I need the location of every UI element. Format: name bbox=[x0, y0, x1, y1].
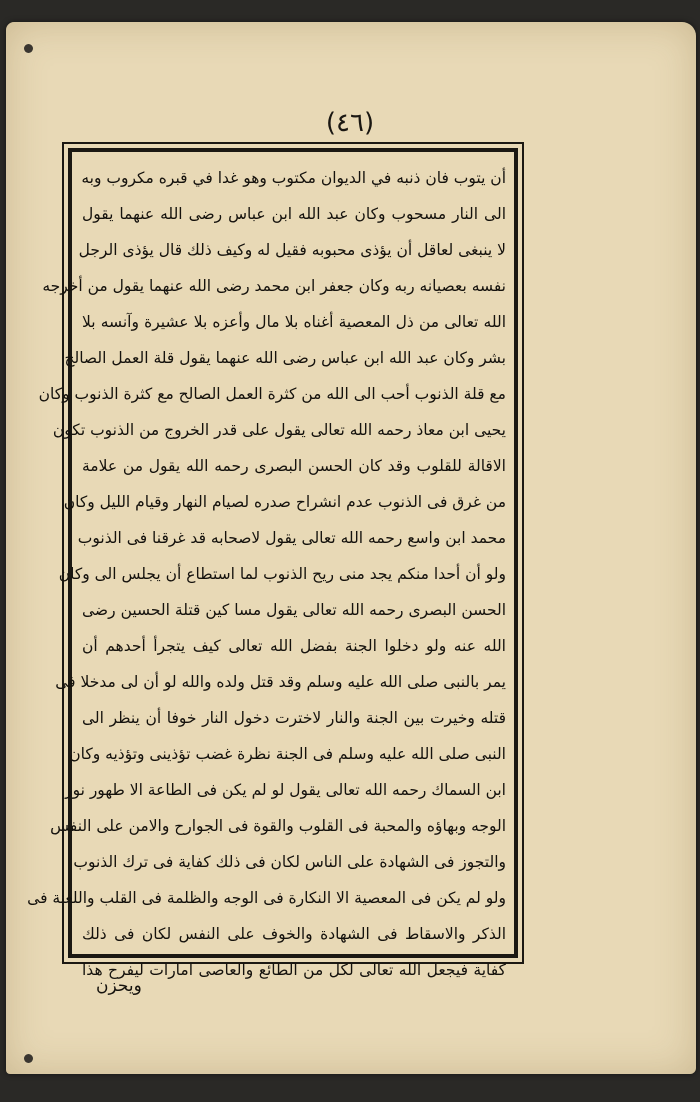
text-block bbox=[27, 160, 506, 979]
page-number: (٤٦) bbox=[325, 108, 375, 138]
text-line: أن يتوب فان ذنبه في الديوان مكتوب وهو غدا في قبره مكروب وبه bbox=[81, 169, 506, 187]
text-line: كفاية فيجعل الله تعالى لكل من الطائع والعاصى امارات ليفرح هذا bbox=[82, 961, 506, 979]
text-line: يحيى ابن معاذ رحمه الله تعالى يقول على قدر الخروج من الذنوب تكون bbox=[52, 421, 506, 439]
text-line: الحسن البصرى رحمه الله تعالى يقول مسا كين قتلة الحسين رضى bbox=[82, 601, 506, 619]
text-line: الله عنه ولو دخلوا الجنة بفضل الله تعالى كيف يتجرأ أحدهم أن bbox=[82, 637, 506, 655]
text-line: الوجه وبهاؤه والمحبة فى القلوب والقوة فى الجوارح والامن على النفس bbox=[50, 817, 506, 835]
catchword: ويحزن bbox=[96, 976, 142, 996]
text-line: النبى صلى الله عليه وسلم فى الجنة نظرة غضب تؤذينى وتؤذيه وكان bbox=[69, 745, 506, 763]
text-line: ولو أن أحدا منكم يجد منى ريح الذنوب لما استطاع أن يجلس الى وكان bbox=[58, 565, 506, 583]
binding-hole bbox=[24, 1054, 33, 1063]
text-line: الله تعالى من ذل المعصية أغناه بلا مال وأعزه بلا عشيرة وآنسه بلا bbox=[82, 313, 506, 331]
text-line: بشر وكان عبد الله ابن عباس رضى الله عنهما يقول قلة العمل الصالح bbox=[64, 349, 506, 367]
text-frame bbox=[27, 142, 524, 979]
binding-hole bbox=[24, 44, 33, 53]
text-line: الذكر والاسقاط فى الشهادة والخوف على النفس لكان فى ذلك bbox=[82, 925, 506, 943]
text-line: ابن السماك رحمه الله تعالى يقول لو لم يكن فى الطاعة الا طهور نور bbox=[65, 781, 506, 799]
text-frame-inner-border bbox=[27, 148, 518, 979]
text-line: الاقالة للقلوب وقد كان الحسن البصرى رحمه الله يقول من علامة bbox=[82, 457, 506, 475]
text-line: قتله وخيرت بين الجنة والنار لاخترت دخول النار خوفا أن ينظر الى bbox=[82, 709, 506, 727]
text-line: يمر بالنبى صلى الله عليه وسلم وقد قتل ولده والله لو أن لى مدخلا فى bbox=[55, 673, 506, 691]
text-line: مع قلة الذنوب أحب الى الله من كثرة العمل الصالح مع كثرة الذنوب وكان bbox=[38, 385, 506, 403]
text-line: نفسه بعصيانه ربه وكان جعفر ابن محمد رضى الله عنهما يقول من أخرجه bbox=[42, 277, 506, 295]
text-line: والتجوز فى الشهادة على الناس لكان فى ذلك كفاية فى ترك الذنوب bbox=[73, 853, 506, 871]
text-line: ولو لم يكن فى المعصية الا النكارة فى الوجه والظلمة فى القلب واللعنة فى bbox=[27, 889, 506, 907]
text-line: لا ينبغى لعاقل أن يؤذى محبوبه فقيل له وكيف ذلك قال يؤذى الرجل bbox=[78, 241, 506, 259]
text-line: من غرق فى الذنوب عدم انشراح صدره لصيام النهار وقيام الليل وكان bbox=[63, 493, 506, 511]
text-line: محمد ابن واسع رحمه الله تعالى يقول لاصحابه قد غرقنا فى الذنوب bbox=[77, 529, 506, 547]
text-line: الى النار مسحوب وكان عبد الله ابن عباس رضى الله عنهما يقول bbox=[82, 205, 506, 223]
